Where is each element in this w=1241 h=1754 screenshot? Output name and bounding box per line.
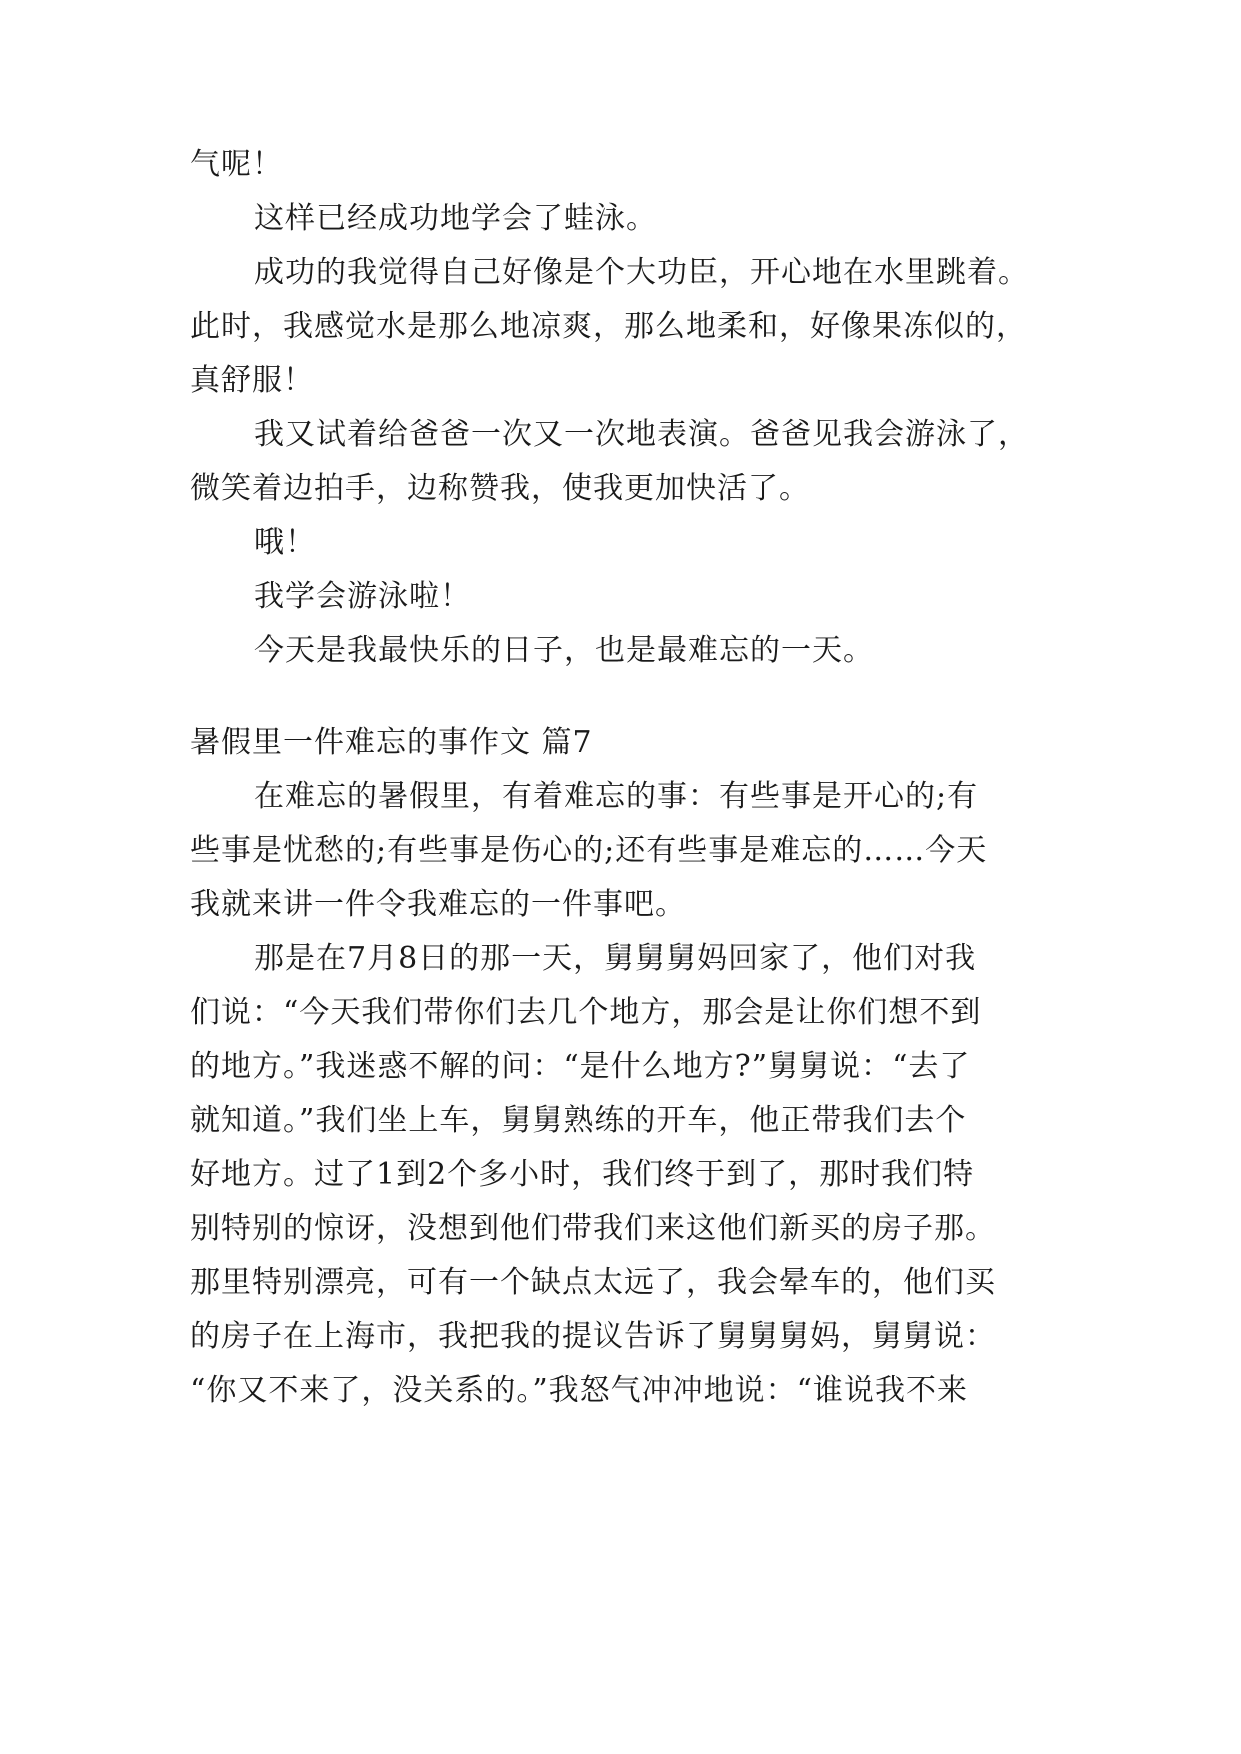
text-line: 就知道。”我们坐上车，舅舅熟练的开车，他正带我们去个 (190, 1103, 967, 1138)
text-line: 的房子在上海市，我把我的提议告诉了舅舅舅妈，舅舅说： (190, 1319, 996, 1354)
text-line: 我学会游泳啦！ (254, 579, 471, 614)
text-line: 别特别的惊讶，没想到他们带我们来这他们新买的房子那。 (190, 1211, 996, 1246)
text-line: 气呢！ (190, 147, 283, 182)
text-line: 好地方。过了1到2个多小时，我们终于到了，那时我们特 (190, 1157, 975, 1192)
text-line: 今天是我最快乐的日子，也是最难忘的一天。 (254, 633, 874, 668)
text-line: 成功的我觉得自己好像是个大功臣，开心地在水里跳着。 (254, 255, 1029, 290)
text-line: 我又试着给爸爸一次又一次地表演。爸爸见我会游泳了， (254, 417, 1029, 452)
section-heading: 暑假里一件难忘的事作文 篇7 (190, 725, 593, 760)
text-line: 在难忘的暑假里，有着难忘的事：有些事是开心的;有 (254, 779, 979, 814)
text-line: “你又不来了，没关系的。”我怒气冲冲地说：“谁说我不来 (190, 1373, 969, 1408)
text-line: 真舒服！ (190, 363, 314, 398)
text-line: 那是在7月8日的那一天，舅舅舅妈回家了，他们对我 (254, 941, 977, 976)
text-line: 此时，我感觉水是那么地凉爽，那么地柔和，好像果冻似的， (190, 309, 1027, 344)
text-line: 这样已经成功地学会了蛙泳。 (254, 201, 657, 236)
text-line: 们说：“今天我们带你们去几个地方，那会是让你们想不到 (190, 995, 982, 1030)
text-line: 微笑着边拍手，边称赞我，使我更加快活了。 (190, 471, 810, 506)
text-line: 那里特别漂亮，可有一个缺点太远了，我会晕车的，他们买 (190, 1265, 996, 1300)
text-line: 哦！ (254, 525, 316, 560)
text-line: 些事是忧愁的;有些事是伤心的;还有些事是难忘的……今天 (190, 833, 988, 868)
text-line: 的地方。”我迷惑不解的问：“是什么地方?”舅舅说：“去了 (190, 1049, 971, 1084)
text-line: 我就来讲一件令我难忘的一件事吧。 (190, 887, 686, 922)
